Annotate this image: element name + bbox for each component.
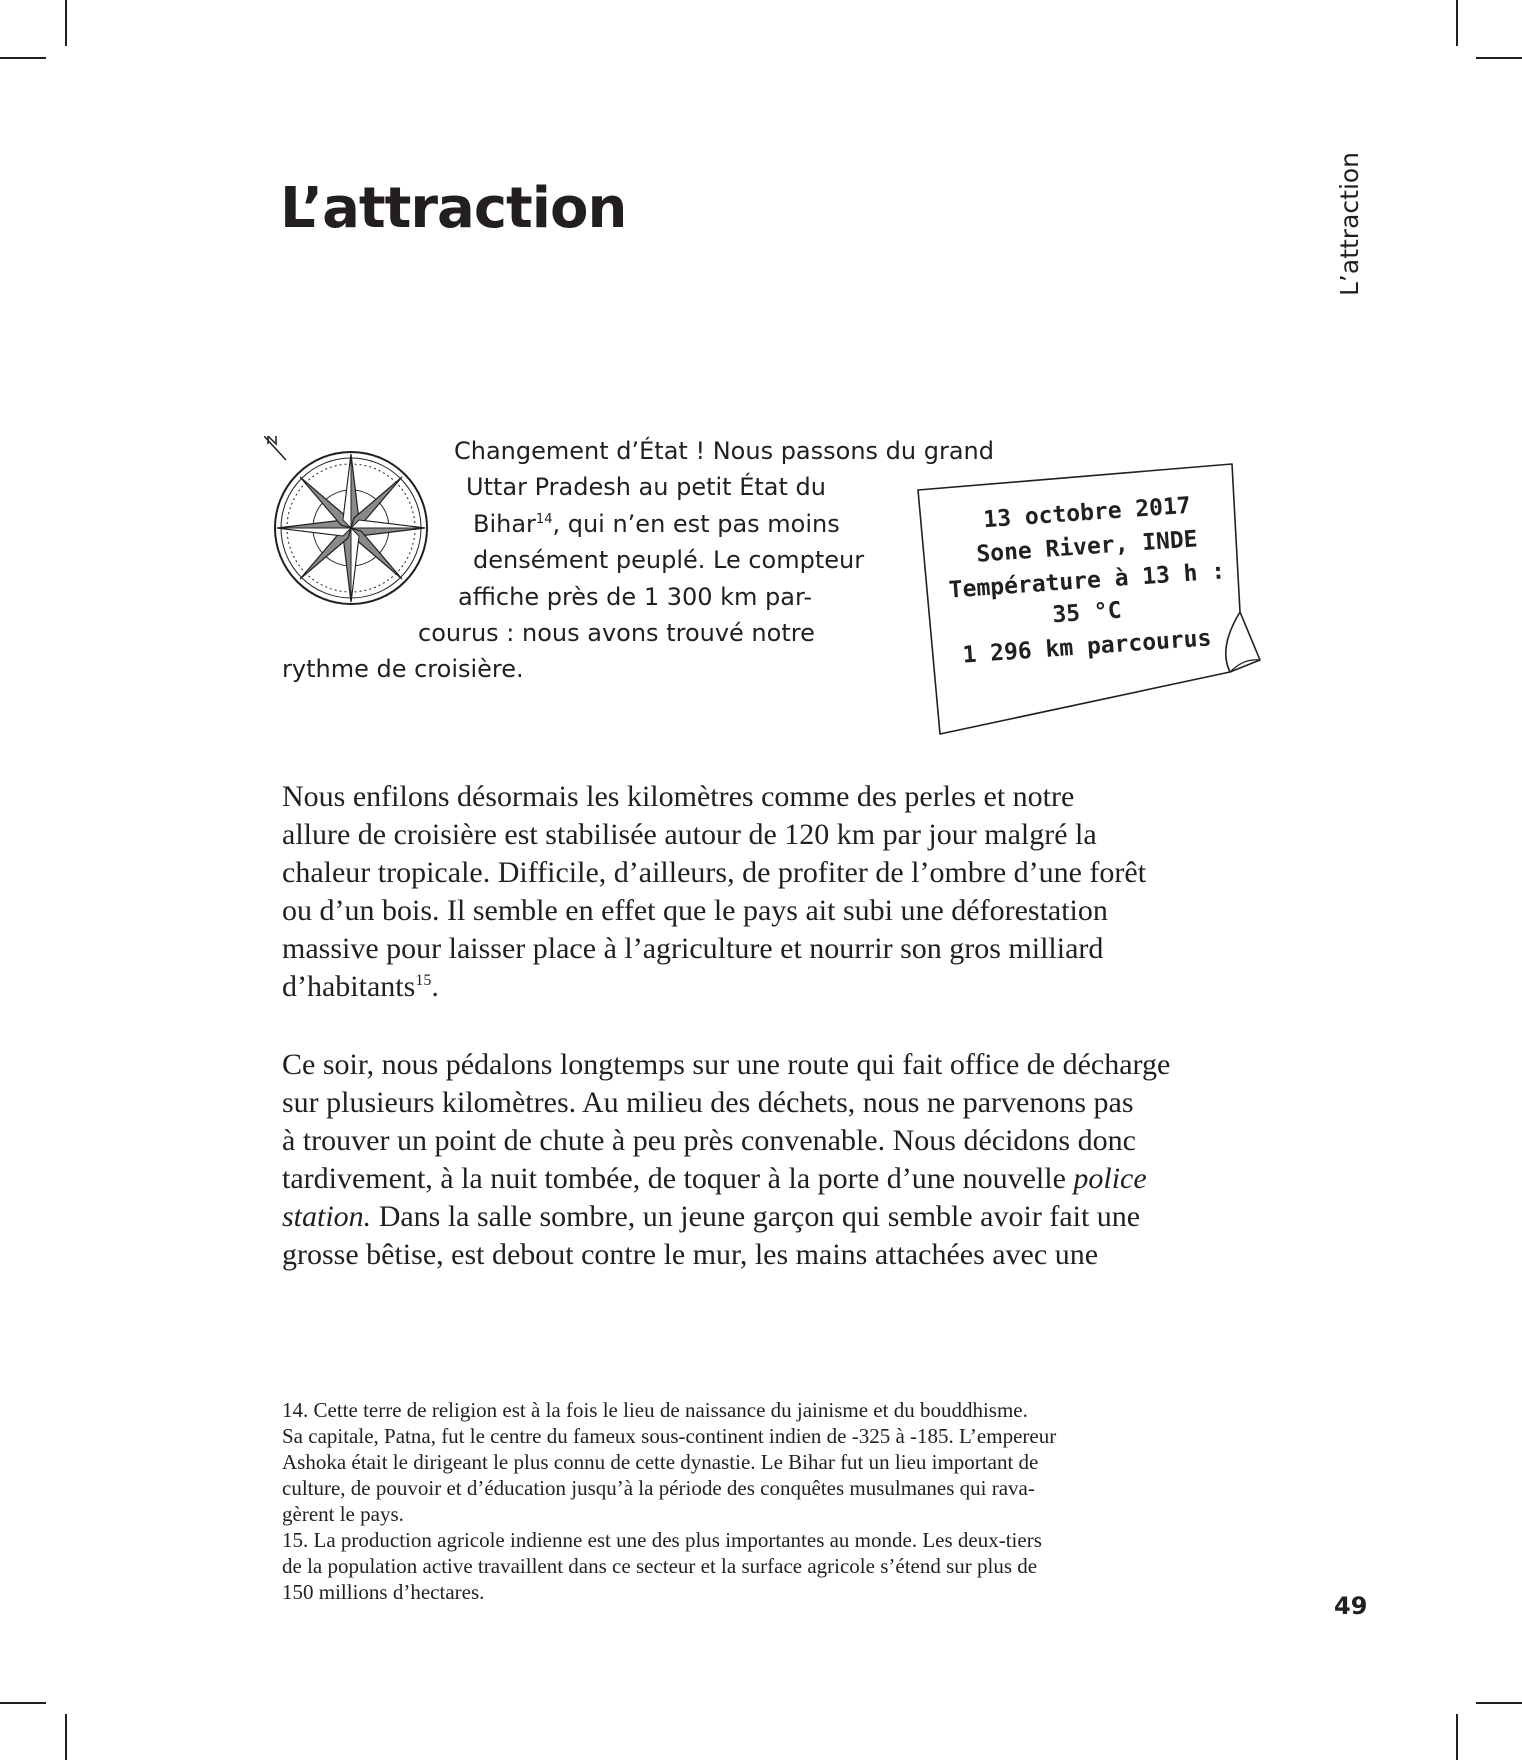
intro-line: Uttar Pradesh au petit État du [466, 473, 826, 501]
note-distance: 1 296 km parcourus [961, 625, 1213, 669]
body-text: Dans la salle sombre, un jeune garçon qui semble avoir fait une [371, 1200, 1141, 1233]
body-italic: police [1073, 1162, 1147, 1195]
note-temperature-value: 35 °C [1051, 597, 1123, 629]
intro-line: rythme de croisière. [282, 655, 524, 683]
page-number: 49 [1334, 1592, 1368, 1620]
intro-line: densément peuplé. Le compteur [473, 546, 865, 574]
footnote-line: 15. La production agricole indienne est une des plus importantes au monde. Les deux-tiers [282, 1528, 1042, 1552]
body-text: . [431, 970, 439, 1003]
body-line: Nous enfilons désormais les kilomètres comme des perles et notre [282, 780, 1075, 813]
crop-mark [1476, 57, 1522, 59]
crop-mark [0, 1702, 46, 1704]
footnote-line: 14. Cette terre de religion est à la fois le lieu de naissance du jainisme et du bouddhisme. [282, 1398, 1028, 1422]
body-line [282, 968, 439, 1006]
crop-mark [0, 57, 46, 59]
crop-mark [1476, 1702, 1522, 1704]
crop-mark [1456, 1714, 1458, 1760]
body-line: massive pour laisser place à l’agriculture et nourrir son gros milliard [282, 932, 1104, 965]
footnote-line: 150 millions d’hectares. [282, 1580, 485, 1604]
body-text: tardivement, à la nuit tombée, de toquer à la porte d’une nouvelle [282, 1162, 1074, 1195]
body-line: ou d’un bois. Il semble en effet que le pays ait subi une déforestation [282, 894, 1108, 927]
note-place: Sone River, INDE [975, 526, 1199, 568]
intro-text: Bihar [473, 510, 536, 538]
crop-mark [1456, 0, 1458, 46]
chapter-title: L’attraction [280, 176, 627, 241]
body-line: allure de croisière est stabilisée autour de 120 km par jour malgré la [282, 818, 1097, 851]
crop-mark [65, 0, 67, 46]
body-line: chaleur tropicale. Difficile, d’ailleurs, de profiter de l’ombre d’une forêt [282, 856, 1147, 889]
crop-mark [65, 1714, 67, 1760]
running-head: L’attraction [1335, 151, 1364, 296]
intro-line: Changement d’État ! Nous passons du grand [454, 437, 994, 465]
footnote-line: Sa capitale, Patna, fut le centre du fameux sous-continent indien de -325 à -185. L’empereur [282, 1424, 1057, 1448]
intro-line: affiche près de 1 300 km par- [458, 583, 812, 611]
body-line: grosse bêtise, est debout contre le mur, les mains attachées avec une [282, 1238, 1099, 1271]
intro-text: , qui n’en est pas moins [552, 510, 840, 538]
footnote-ref-15: 15 [415, 972, 432, 989]
footnote-line: Ashoka était le dirigeant le plus connu de cette dynastie. Le Bihar fut un lieu important de [282, 1450, 1039, 1474]
body-line [282, 1198, 1140, 1236]
footnote-line: gèrent le pays. [282, 1502, 404, 1526]
body-line [282, 1160, 1147, 1198]
footnote-line: culture, de pouvoir et d’éducation jusqu’à la période des conquêtes musulmanes qui rava- [282, 1476, 1035, 1500]
note-temperature-label: Température à 13 h : [947, 558, 1227, 604]
footnote-line: de la population active travaillent dans ce secteur et la surface agricole s’étend sur plus de [282, 1554, 1038, 1578]
body-line: Ce soir, nous pédalons longtemps sur une route qui fait office de décharge [282, 1048, 1171, 1081]
body-line: sur plusieurs kilomètres. Au milieu des déchets, nous ne parvenons pas [282, 1086, 1134, 1119]
footnote-ref-14: 14 [535, 512, 553, 527]
body-italic: station. [282, 1200, 372, 1233]
intro-line [473, 506, 840, 543]
compass-rose-icon [264, 436, 438, 610]
body-line: à trouver un point de chute à peu près convenable. Nous décidons donc [282, 1124, 1136, 1157]
intro-line: courus : nous avons trouvé notre [418, 619, 815, 647]
note-date: 13 octobre 2017 [982, 492, 1192, 534]
body-text: d’habitants [282, 970, 416, 1003]
